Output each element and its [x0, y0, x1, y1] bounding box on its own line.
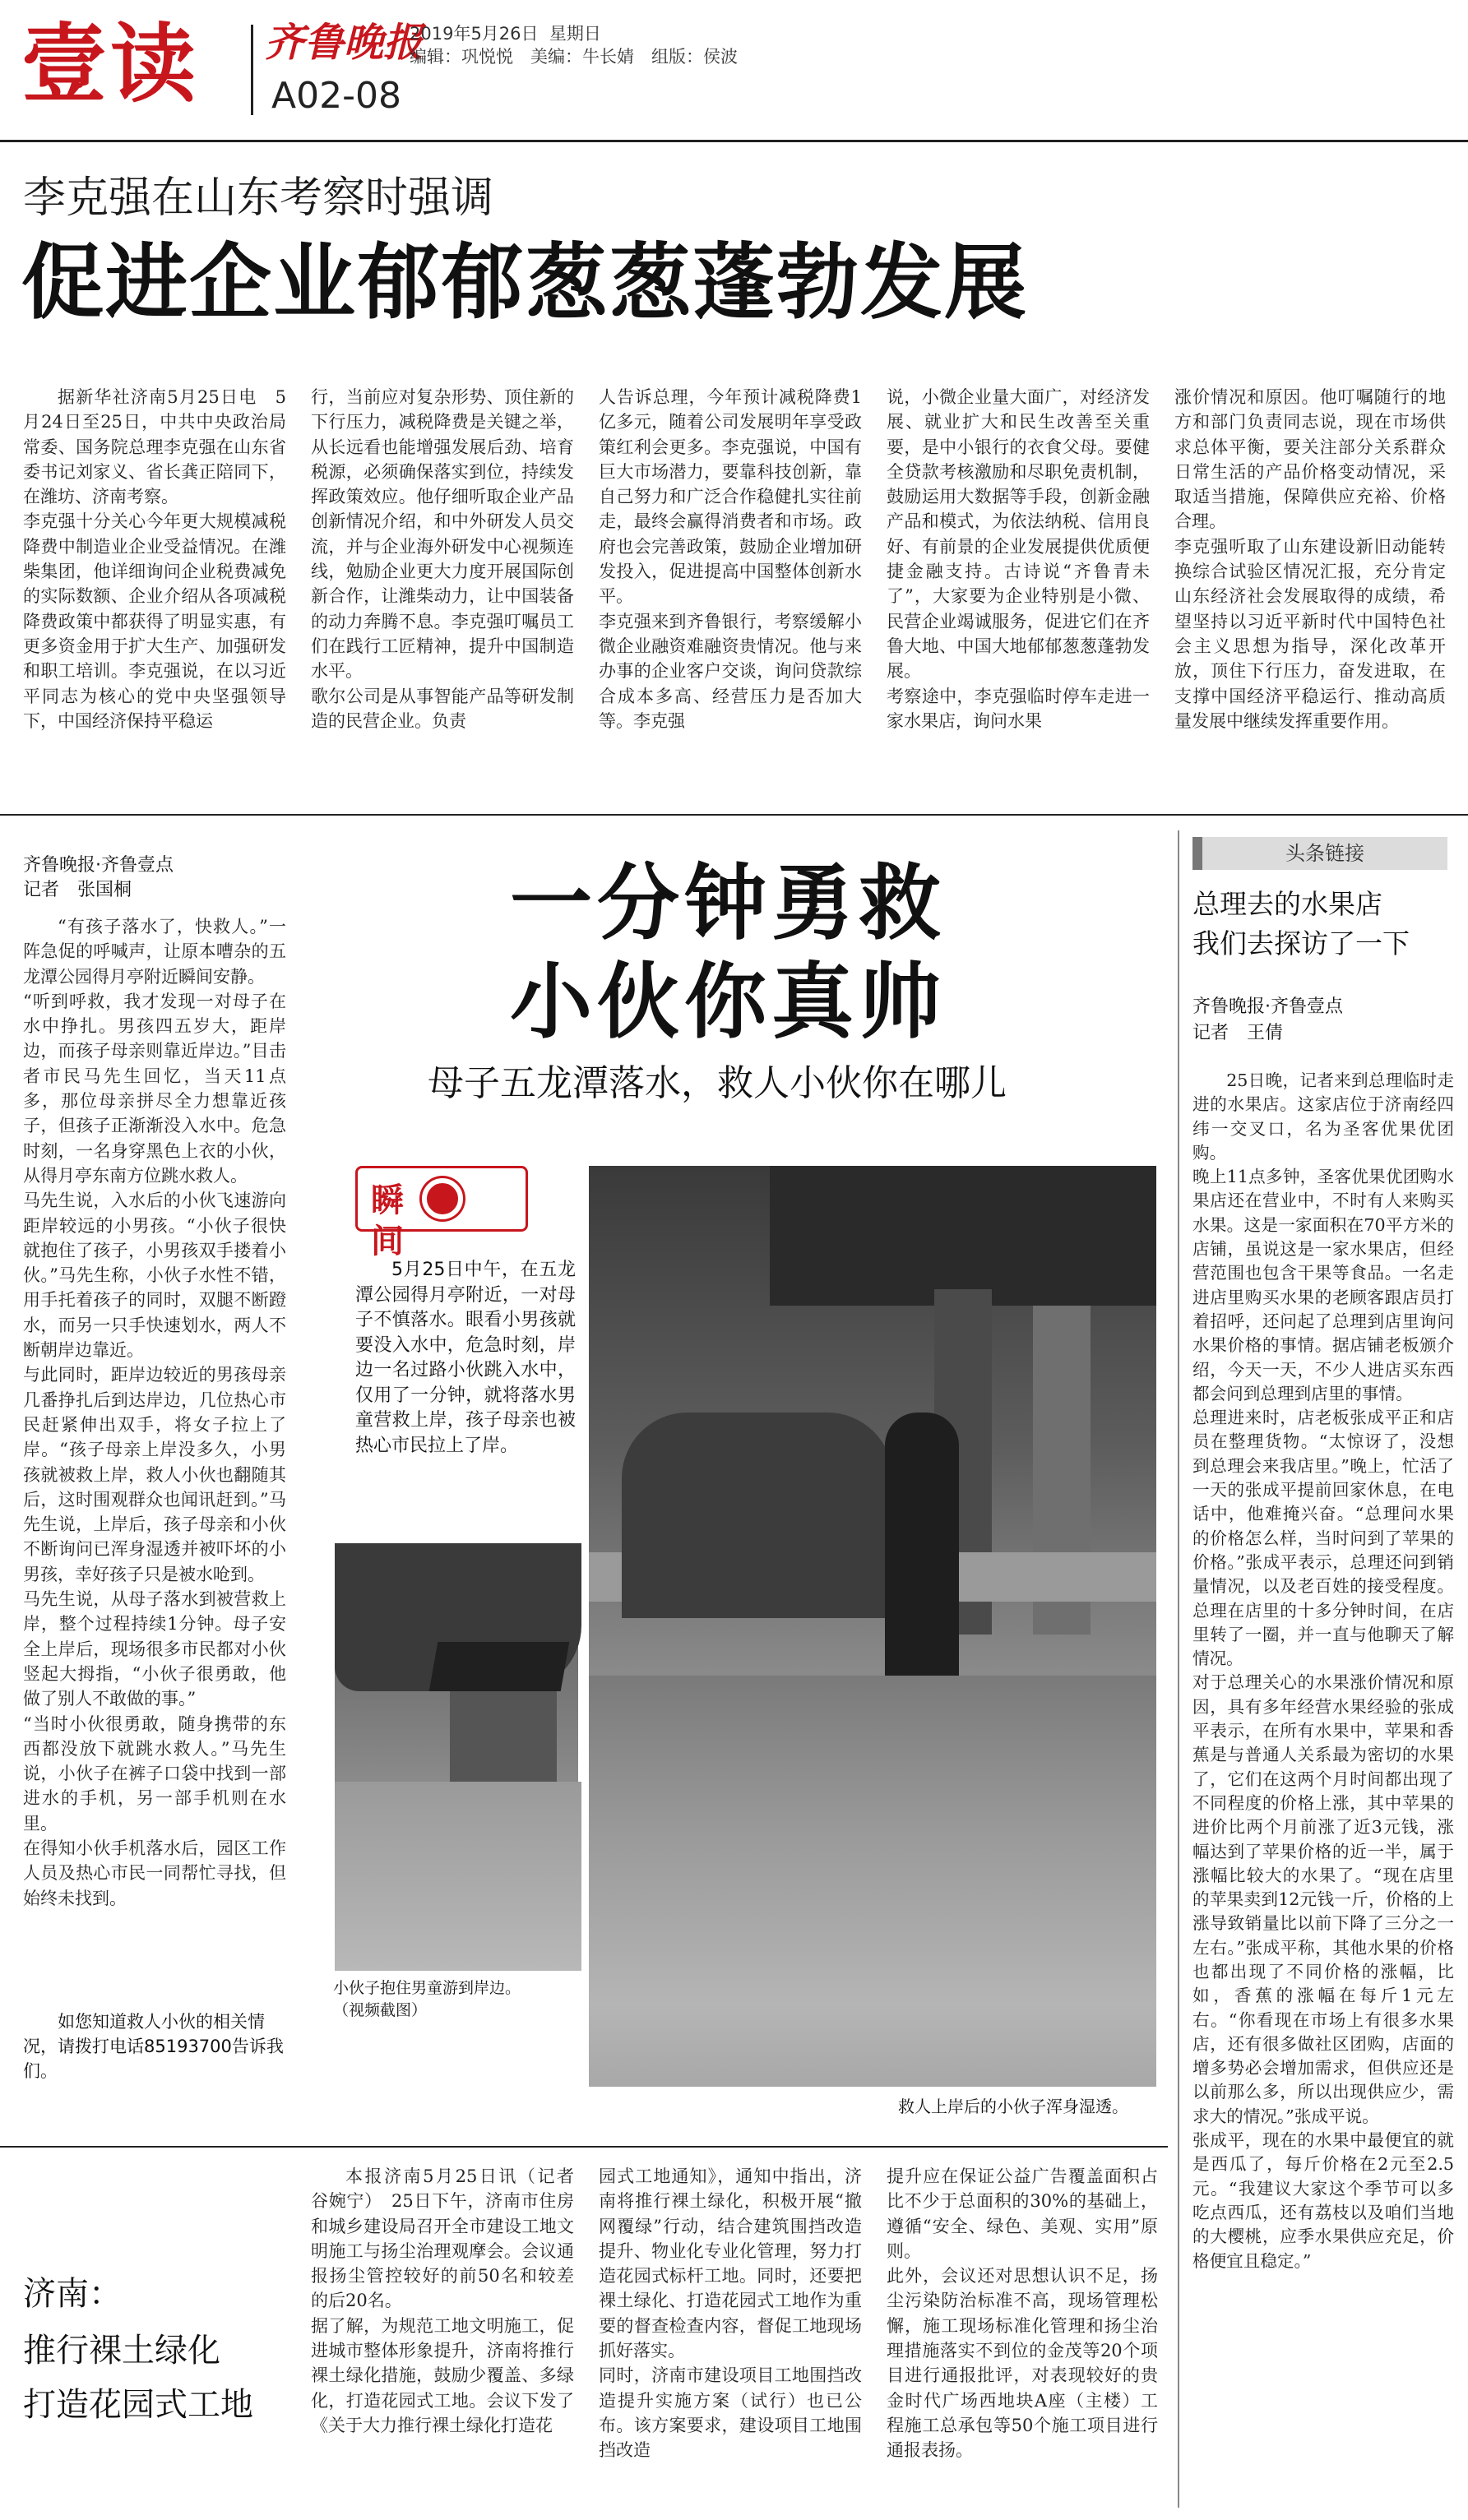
- lead-column-1: [23, 385, 286, 771]
- video-screenshot: [333, 1542, 580, 1969]
- crowd: [622, 1413, 893, 1618]
- bottom-column-2: [599, 2164, 862, 2509]
- sidebar-source: 齐鲁晚报·齐鲁壹点: [1192, 996, 1343, 1017]
- newspaper-logo: 齐鲁晚报: [265, 20, 424, 66]
- water: [335, 1782, 581, 1971]
- sidebar-body: [1192, 1069, 1454, 2508]
- story-bottom-rule: [0, 2146, 1168, 2148]
- bottom-column-3-text: 提升应在保证公益广告覆盖面积占比不少于总面积的30%的基础上，遵循“安全、绿色、美观、实用”原则。 此外，会议还对思想认识不足，扬尘污染防治标准不高，现场管理松懈，施工现场标准化管理和扬尘治理措施落实不到位的金茂等20个项目进行通报批评，对表现较好的贵金时代广场西地块A座（主楼）工程施工总承包等50个施工项目进行通报表扬。: [887, 2166, 1158, 2461]
- story-subhead: 母子五龙潭落水，救人小伙你在哪儿: [428, 1062, 1007, 1104]
- story-appeal: 如您知道救人小伙的相关情况，请拨打电话85193700告诉我们。: [23, 2012, 284, 2081]
- masthead-divider: [251, 25, 253, 115]
- badge-label: 瞬间: [371, 1181, 452, 1260]
- lead-column-2: [311, 385, 574, 771]
- sidebar-divider: [1178, 830, 1179, 2508]
- bottom-column-3: [887, 2164, 1158, 2509]
- masthead-rule: [0, 140, 1468, 142]
- lead-column-1-text: 据新华社济南5月25日电 5月24日至25日，中共中央政治局常委、国务院总理李克强在山东省委书记刘家义、省长龚正陪同下，在潍坊、济南考察。 李克强十分关心今年更大规模减税降费中制造业企业受益情况。在潍柴集团，他详细询问企业税费减免的实际数额、企业介绍从各项减税降费政策中都获得了明显实惠，有更多资金用于扩大生产、加强研发和职工培训。李克强说，在以习近平同志为核心的党中央坚强领导下，中国经济保持平稳运: [23, 387, 286, 731]
- caption-right: 救人上岸后的小伙子浑身湿透。: [898, 2097, 1128, 2116]
- bottom-headline: 推行裸土绿化 打造花园式工地: [23, 2332, 253, 2424]
- sidebar-reporter: 记者 王倩: [1192, 1023, 1284, 1043]
- lead-column-3: [599, 385, 862, 771]
- moment-badge: [355, 1166, 528, 1260]
- sidebar-body-text: 25日晚，记者来到总理临时走进的水果店。这家店位于济南经四纬一交叉口，名为圣客优果优团购。 晚上11点多钟，圣客优果优团购水果店还在营业中，不时有人来购买水果。这是一家面积在70平方米的店铺，虽说这是一家水果店，但经营范围也包含干果等食品。一名走进店里购买水果的老顾客跟店员打着招呼，还问起了总理到店里询问水果价格的事情。据店铺老板颁介绍，今天一天，不少人进店买东西都会问到总理到店里的事情。 总理进来时，店老板张成平正和店员在整理货物。“太惊讶了，没想到总理会来我店里。”晚上，忙活了一天的张成平提前回家休息，在电话中，他难掩兴奋。“总理问水果的价格怎么样，当时问到了苹果的价格。”张成平表示，总理还问到销量情况，以及老百姓的接受程度。总理在店里的十多分钟时间，在店里转了一圈，并一直与他聊天了解情况。 对于总理关心的水果涨价情况和原因，具有多年经营水果经验的张成平表示，在所有水果中，苹果和香蕉是与普通人关系最为密切的水果了，它们在这两个月时间都出现了不同程度的价格上涨，其中苹果的进价比两个月前涨了近3元钱，涨幅达到了苹果价格的近一半，属于涨幅比较大的水果了。“现在店里的苹果卖到12元钱一斤，价格的上涨导致销量比以前下降了三分之一左右。”张成平称，其他水果的价格也都出现了不同价格的涨幅，比如，香蕉的涨幅在每斤1元左右。“你看现在市场上有很多水果店，还有很多做社区团购，店面的增多势必会增加需求，但供应还是以前那么多，所以出现供应少，需求大的情况。”张成平说。 张成平，现在的水果中最便宜的就是西瓜了，每斤价格在2元至2.5元。“我建议大家这个季节可以多吃点西瓜，还有荔枝以及咱们当地的大樱桃，应季水果供应充足，价格便宜且稳定。”: [1192, 1070, 1454, 2271]
- bottom-column-2-text: 园式工地通知》，通知中指出，济南将推行裸土绿化，积极开展“撤网覆绿”行动，结合建筑围挡改造提升、物业化专业化管理，努力打造花园式标杆工地。同时，还要把裸土绿化、打造花园式工地作为重要的督查检查内容，督促工地现场抓好落实。 同时，济南市建设项目工地围挡改造提升实施方案（试行）也已公布。该方案要求，建设项目工地围挡改造: [599, 2166, 862, 2461]
- date-text: 2019年5月26日: [410, 24, 539, 44]
- sidebar-tag: [1192, 837, 1447, 870]
- lead-column-4-text: 说，小微企业量大面广，对经济发展、就业扩大和民生改善至关重要，是中小银行的衣食父母。要健全贷款考核激励和尽职免责机制，鼓励运用大数据等手段，创新金融产品和模式，为依法纳税、信用良好、有前景的企业发展提供优质便捷金融支持。古诗说“齐鲁青未了”，大家要为企业特别是小微、民营企业竭诚服务，促进它们在齐鲁大地、中国大地郁郁葱葱蓬勃发展。 考察途中，李克强临时停车走进一家水果店，询问水果: [887, 387, 1150, 731]
- sidebar-headline: 总理去的水果店 我们去探访了一下: [1192, 888, 1410, 959]
- story-reporter: 记者 张国桐: [23, 880, 132, 900]
- pavilion-roof: [770, 1166, 1156, 1306]
- editor-credits: 编辑：巩悦悦 美编：牛长婧 组版：侯波: [410, 47, 738, 67]
- story-headline-line2: 小伙你真帅: [510, 954, 946, 1050]
- lead-kicker: 李克强在山东考察时强调: [23, 173, 494, 223]
- lead-column-5-text: 涨价情况和原因。他叮嘱随行的地方和部门负责同志说，现在市场供求总体平衡，要关注部分关系群众日常生活的产品价格变动情况，采取适当措施，保障供应充裕、价格合理。 李克强听取了山东建设新旧动能转换综合试验区情况汇报，充分肯定山东经济社会发展取得的成绩，希望坚持以习近平新时代中国特色社会主义思想为指导，深化改革开放，顶住下行压力，奋发进取，在支撑中国经济平稳运行、推动高质量发展中继续发挥重要作用。: [1174, 387, 1446, 731]
- section-title: 壹读: [21, 14, 200, 114]
- page-number: A02-08: [271, 75, 401, 117]
- caption-left: 小伙子抱住男童游到岸边。 （视频截图）: [333, 1979, 521, 2019]
- lead-column-2-text: 行，当前应对复杂形势、顶住新的下行压力，减税降费是关键之举，从长远看也能增强发展后劲、培育税源，必须确保落实到位，持续发挥政策效应。他仔细听取企业产品创新情况介绍，和中外研发人员交流，并与企业海外研发中心视频连线，勉励企业更大力度开展国际创新合作，让潍柴动力，让中国装备的动力奔腾不息。李克强叮嘱员工们在践行工匠精神，提升中国制造水平。 歌尔公司是从事智能产品等研发制造的民营企业。负责: [311, 387, 574, 731]
- bottom-column-1-text: 本报济南5月25日讯（记者 谷婉宁） 25日下午，济南市住房和城乡建设局召开全市建设工地文明施工与扬尘治理观摩会。会议通报扬尘管控较好的前50名和较差的后20名。 据了解，为规范工地文明施工，促进城市整体形象提升，济南将推行裸土绿化措施，鼓励少覆盖、多绿化，打造花园式工地。会议下发了《关于大力推行裸土绿化打造花: [311, 2166, 574, 2435]
- lead-headline: 促进企业郁郁葱葱蓬勃发展: [21, 234, 1028, 331]
- issue-date: [410, 23, 601, 44]
- lead-bottom-rule: [0, 814, 1468, 816]
- badge-text: [371, 1180, 519, 1262]
- sidebar-tag-label: 头条链接: [1285, 842, 1364, 865]
- pavilion: [429, 1642, 570, 1691]
- story-headline-line1: 一分钟勇救: [510, 855, 946, 951]
- weekday-text: 星期日: [549, 24, 601, 44]
- lead-column-3-text: 人告诉总理，今年预计减税降费1亿多元，随着公司发展明年享受政策红利会更多。李克强说，中国有巨大市场潜力，要靠科技创新，靠自己努力和广泛合作稳健扎实往前走，最终会赢得消费者和市场。政府也会完善政策，鼓励企业增加研发投入，促进提高中国整体创新水平。 李克强来到齐鲁银行，考察缓解小微企业融资难融资贵情况。他与来办事的企业客户交谈，询问贷款综合成本多高、经营压力是否加大等。李克强: [599, 387, 862, 731]
- bottom-kicker: 济南：: [23, 2275, 122, 2313]
- pavilion-base: [450, 1691, 557, 1782]
- story-source: 齐鲁晚报·齐鲁壹点: [23, 855, 174, 876]
- lead-column-4: [887, 385, 1150, 771]
- water: [589, 1676, 1156, 2087]
- story-body-text: “有孩子落水了，快救人。”一阵急促的呼喊声，让原本嘈杂的五龙潭公园得月亭附近瞬间安静。 “听到呼救，我才发现一对母子在水中挣扎。男孩四五岁大，距岸边，而孩子母亲则靠近岸边。”目击者市民马先生回忆，当天11点多，那位母亲拼尽全力想靠近孩子，但孩子正渐渐没入水中。危急时刻，一名身穿黑色上衣的小伙，从得月亭东南方位跳水救人。 马先生说，入水后的小伙飞速游向距岸较远的小男孩。“小伙子很快就抱住了孩子，小男孩双手搂着小伙。”马先生称，小伙子水性不错，用手托着孩子的同时，双腿不断蹬水，而另一只手快速划水，两人不断朝岸边靠近。 与此同时，距岸边较近的男孩母亲几番挣扎后到达岸边，几位热心市民赶紧伸出双手，将女子拉上了岸。“孩子母亲上岸没多久，小男孩就被救上岸，救人小伙也翻随其后，这时围观群众也闻讯赶到。”马先生说，上岸后，孩子母亲和小伙不断询问已浑身湿透并被吓坏的小男孩，幸好孩子只是被水呛到。 马先生说，从母子落水到被营救上岸，整个过程持续1分钟。母子安全上岸后，现场很多市民都对小伙竖起大拇指，“小伙子很勇敢，他做了别人不敢做的事。” “当时小伙很勇敢，随身携带的东西都没放下就跳水救人。”马先生说，小伙子在裤子口袋中找到一部进水的手机，另一部手机则在水里。 在得知小伙手机落水后，园区工作人员及热心市民一同帮忙寻找，但始终未找到。: [23, 917, 286, 1908]
- lead-column-5: [1174, 385, 1446, 771]
- story-lead-box: 5月25日中午，在五龙潭公园得月亭附近，一对母子不慎落水。眼看小男孩就要没入水中，危急时刻，岸边一名过路小伙跳入水中，仅用了一分钟，就将落水男童营救上岸，孩子母亲也被热心市民拉上了岸。: [355, 1260, 576, 1456]
- story-body: [23, 914, 286, 2000]
- bottom-column-1: [311, 2164, 574, 2509]
- rescuer-photo: [589, 1166, 1156, 2087]
